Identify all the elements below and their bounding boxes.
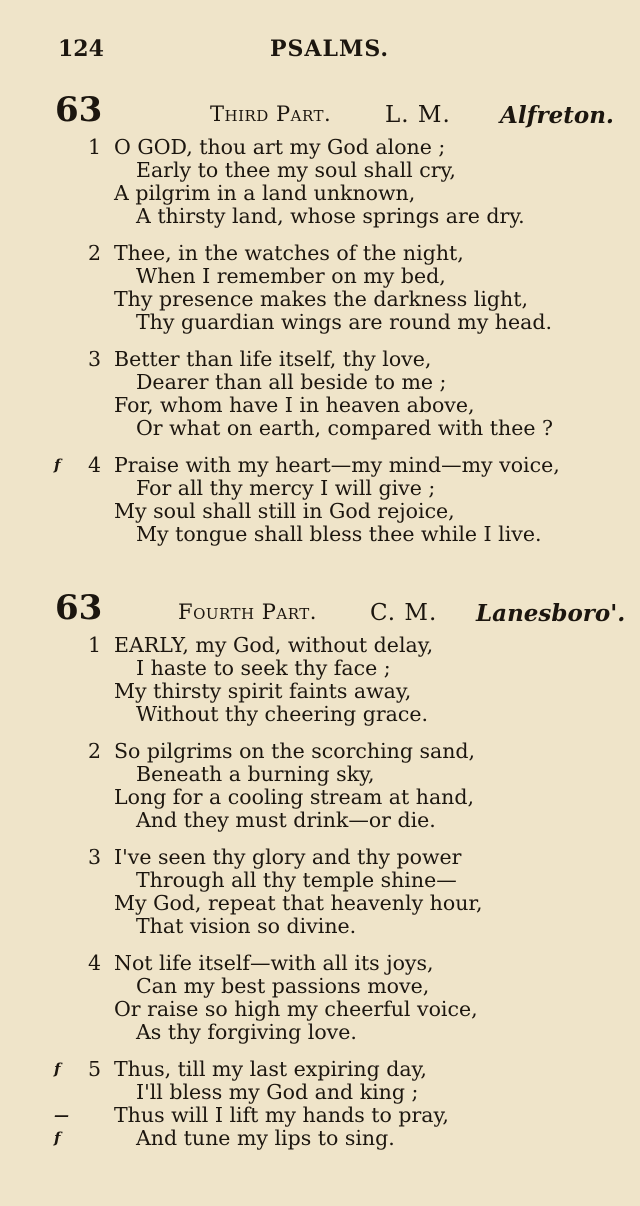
verse-text: O GOD, thou art my God alone ; bbox=[114, 135, 446, 159]
stanza-number: 3 bbox=[88, 845, 102, 869]
hymn-header bbox=[0, 90, 640, 136]
verse-line bbox=[0, 1104, 640, 1127]
verse-line bbox=[0, 1021, 640, 1044]
stanza-number: 2 bbox=[88, 241, 102, 265]
stanza bbox=[0, 952, 640, 1044]
verse-line bbox=[0, 417, 640, 440]
verse-text: And they must drink—or die. bbox=[136, 808, 436, 832]
stanza bbox=[0, 634, 640, 726]
verse-line bbox=[0, 809, 640, 832]
verse-line bbox=[0, 265, 640, 288]
verse-line bbox=[0, 846, 640, 869]
verse-text: I haste to seek thy face ; bbox=[136, 656, 391, 680]
hymn-number: 63 bbox=[55, 90, 103, 130]
verse-text: Beneath a burning sky, bbox=[136, 762, 375, 786]
verse-line bbox=[0, 1127, 640, 1150]
verse-line bbox=[0, 634, 640, 657]
verse-line bbox=[0, 205, 640, 228]
hymn-meter: L. M. bbox=[385, 102, 451, 128]
verse-text: That vision so divine. bbox=[136, 914, 357, 938]
verse-text: Thus will I lift my hands to pray, bbox=[114, 1103, 449, 1127]
verse-line bbox=[0, 1058, 640, 1081]
verse-text: And tune my lips to sing. bbox=[136, 1126, 395, 1150]
verse-line bbox=[0, 703, 640, 726]
verse-text: A thirsty land, whose springs are dry. bbox=[136, 204, 525, 228]
verse-line bbox=[0, 952, 640, 975]
dynamic-mark: f bbox=[54, 1060, 61, 1078]
verse-text: My thirsty spirit faints away, bbox=[114, 679, 412, 703]
verse-text: Through all thy temple shine— bbox=[136, 868, 457, 892]
verse-text: Praise with my heart—my mind—my voice, bbox=[114, 453, 560, 477]
verse-line bbox=[0, 311, 640, 334]
verse-text: For all thy mercy I will give ; bbox=[136, 476, 436, 500]
stanza bbox=[0, 348, 640, 440]
verse-line bbox=[0, 159, 640, 182]
verse-text: I'll bless my God and king ; bbox=[136, 1080, 419, 1104]
stanza bbox=[0, 454, 640, 546]
verse-text: Or raise so high my cheerful voice, bbox=[114, 997, 478, 1021]
verse-line bbox=[0, 657, 640, 680]
running-head: PSALMS. bbox=[270, 36, 390, 62]
verse-text: A pilgrim in a land unknown, bbox=[114, 181, 416, 205]
stanzas bbox=[0, 634, 640, 1150]
stanza-number: 1 bbox=[88, 135, 102, 159]
verse-line bbox=[0, 394, 640, 417]
stanza bbox=[0, 1058, 640, 1150]
verse-text: Can my best passions move, bbox=[136, 974, 430, 998]
stanza-number: 5 bbox=[88, 1057, 102, 1081]
verse-line bbox=[0, 869, 640, 892]
verse-text: Early to thee my soul shall cry, bbox=[136, 158, 456, 182]
stanza-number: 2 bbox=[88, 739, 102, 763]
verse-line bbox=[0, 975, 640, 998]
verse-text: When I remember on my bed, bbox=[136, 264, 446, 288]
verse-line bbox=[0, 242, 640, 265]
verse-text: Thy guardian wings are round my head. bbox=[136, 310, 552, 334]
dynamic-mark: f bbox=[54, 456, 61, 474]
verse-line bbox=[0, 500, 640, 523]
verse-line bbox=[0, 786, 640, 809]
verse-text: Thus, till my last expiring day, bbox=[114, 1057, 427, 1081]
dynamic-mark: f bbox=[54, 1129, 61, 1147]
stanza bbox=[0, 136, 640, 228]
verse-line bbox=[0, 477, 640, 500]
verse-line bbox=[0, 371, 640, 394]
stanza-number: 4 bbox=[88, 951, 102, 975]
verse-line bbox=[0, 288, 640, 311]
hymn-part: Fourth Part. bbox=[178, 600, 317, 624]
verse-text: For, whom have I in heaven above, bbox=[114, 393, 475, 417]
verse-text: Better than life itself, thy love, bbox=[114, 347, 432, 371]
stanzas bbox=[0, 136, 640, 546]
page-number: 124 bbox=[58, 36, 104, 62]
hymn-third-part bbox=[0, 90, 640, 560]
stanza bbox=[0, 242, 640, 334]
stanza-number: 4 bbox=[88, 453, 102, 477]
verse-text: My tongue shall bless thee while I live. bbox=[136, 522, 542, 546]
hymn-tune: Lanesboro'. bbox=[476, 600, 626, 627]
verse-text: EARLY, my God, without delay, bbox=[114, 633, 434, 657]
verse-line bbox=[0, 915, 640, 938]
hymn-part: Third Part. bbox=[210, 102, 332, 126]
verse-line bbox=[0, 892, 640, 915]
hymn-number: 63 bbox=[55, 588, 103, 628]
verse-line bbox=[0, 1081, 640, 1104]
dynamic-mark: — bbox=[54, 1106, 69, 1124]
verse-line bbox=[0, 136, 640, 159]
verse-text: Long for a cooling stream at hand, bbox=[114, 785, 475, 809]
page-header bbox=[0, 36, 640, 66]
verse-line bbox=[0, 763, 640, 786]
hymn-tune: Alfreton. bbox=[500, 102, 614, 129]
verse-text: Without thy cheering grace. bbox=[136, 702, 428, 726]
verse-line bbox=[0, 740, 640, 763]
hymn-header bbox=[0, 588, 640, 634]
verse-text: Dearer than all beside to me ; bbox=[136, 370, 447, 394]
verse-line bbox=[0, 998, 640, 1021]
verse-text: So pilgrims on the scorching sand, bbox=[114, 739, 476, 763]
stanza bbox=[0, 846, 640, 938]
verse-line bbox=[0, 454, 640, 477]
stanza bbox=[0, 740, 640, 832]
verse-text: As thy forgiving love. bbox=[136, 1020, 357, 1044]
stanza-number: 1 bbox=[88, 633, 102, 657]
hymn-meter: C. M. bbox=[370, 600, 438, 626]
verse-line bbox=[0, 680, 640, 703]
verse-text: Not life itself—with all its joys, bbox=[114, 951, 434, 975]
hymn-fourth-part bbox=[0, 588, 640, 1164]
stanza-number: 3 bbox=[88, 347, 102, 371]
verse-text: I've seen thy glory and thy power bbox=[114, 845, 462, 869]
verse-text: My God, repeat that heavenly hour, bbox=[114, 891, 483, 915]
verse-line bbox=[0, 523, 640, 546]
verse-line bbox=[0, 182, 640, 205]
verse-line bbox=[0, 348, 640, 371]
verse-text: Thy presence makes the darkness light, bbox=[114, 287, 529, 311]
verse-text: My soul shall still in God rejoice, bbox=[114, 499, 455, 523]
verse-text: Thee, in the watches of the night, bbox=[114, 241, 464, 265]
verse-text: Or what on earth, compared with thee ? bbox=[136, 416, 553, 440]
